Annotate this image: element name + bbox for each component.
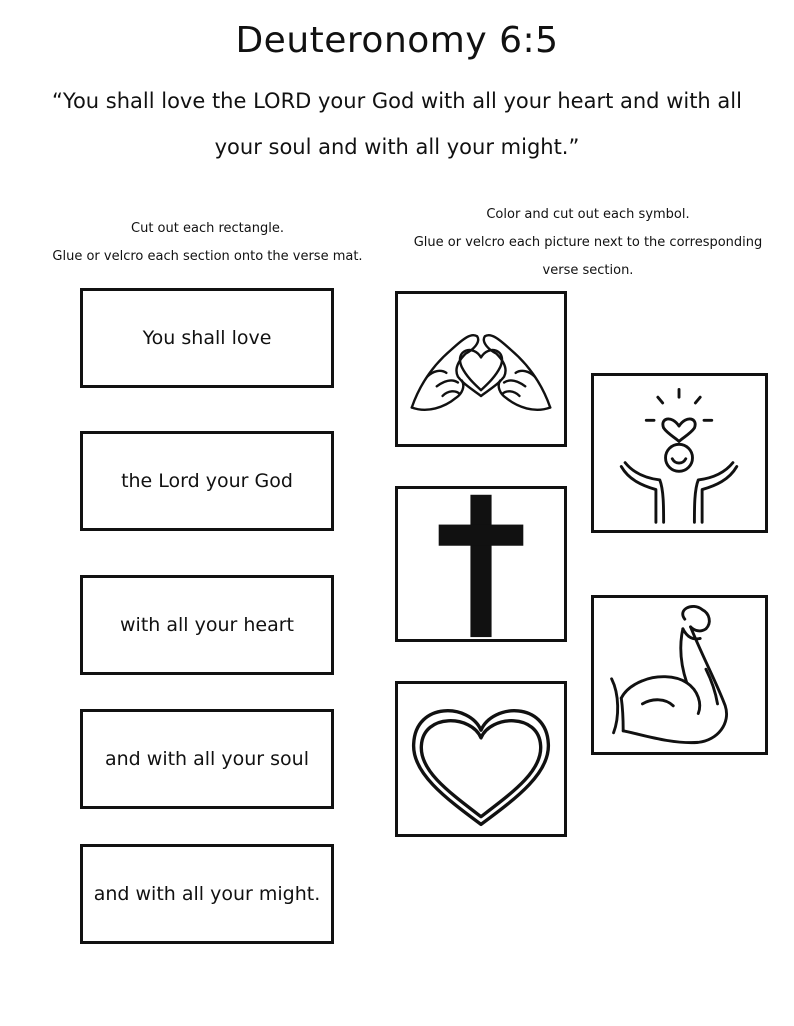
left-instructions: [20, 215, 395, 271]
symbol-card-flexed-arm: [591, 595, 768, 755]
symbol-card-heart-hands: [395, 291, 567, 447]
cross-icon: [398, 489, 564, 639]
flexed-arm-icon: [594, 598, 765, 752]
page-title: Deuteronomy 6:5: [235, 20, 559, 61]
left-instruction-1: Cut out each rectangle.: [131, 221, 284, 236]
word-card-all-your-soul: and with all your soul: [80, 709, 334, 809]
right-instruction-3: verse section.: [542, 263, 634, 278]
right-instruction-1: Color and cut out each symbol.: [486, 207, 690, 222]
word-card-all-your-might: and with all your might.: [80, 844, 334, 944]
joyful-person-icon: [594, 376, 765, 530]
word-card-all-your-heart: with all your heart: [80, 575, 334, 675]
verse-line-1: “You shall love the LORD your God with all your heart and with all: [52, 89, 742, 113]
word-card-you-shall-love: You shall love: [80, 288, 334, 388]
right-instructions: [398, 201, 778, 285]
symbol-card-heart: [395, 681, 567, 837]
verse-line-2: your soul and with all your might.”: [214, 135, 580, 159]
word-card-lord-your-god: the Lord your God: [80, 431, 334, 531]
heart-icon: [398, 684, 564, 834]
symbol-card-cross: [395, 486, 567, 642]
symbol-card-joyful-person: [591, 373, 768, 533]
left-instruction-2: Glue or velcro each section onto the verse mat.: [52, 249, 363, 264]
right-instruction-2: Glue or velcro each picture next to the corresponding: [413, 235, 763, 250]
heart-hands-icon: [398, 294, 564, 444]
